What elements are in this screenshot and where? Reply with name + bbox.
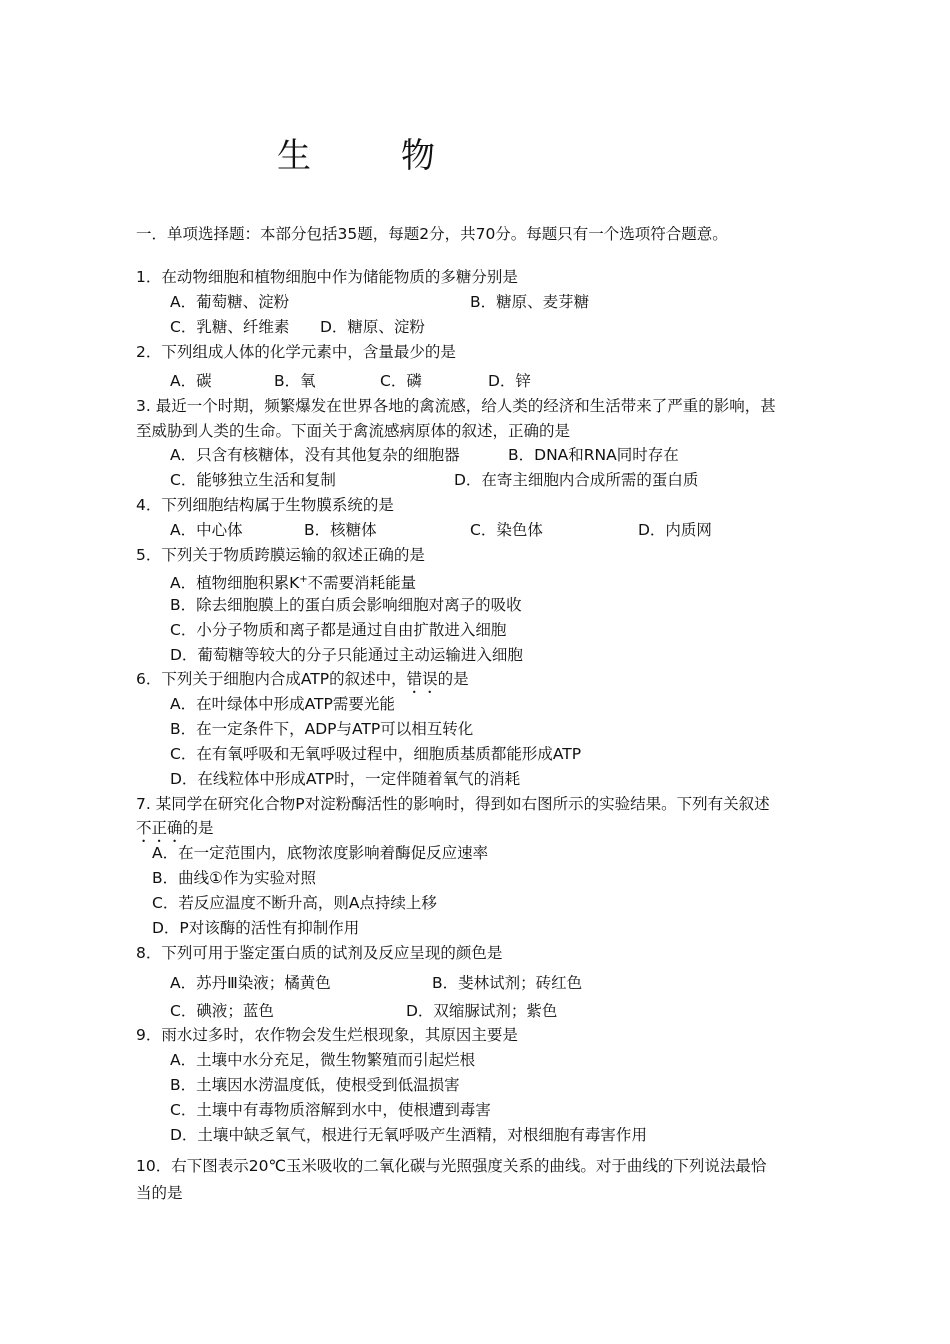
q8-option-a: A．苏丹Ⅲ染液；橘黄色 [170,974,331,992]
q7-stem-line2: 不正确的是 [136,819,214,837]
q5-stem: 5．下列关于物质跨膜运输的叙述正确的是 [136,546,425,564]
q3-stem-line2: 至威胁到人类的生命。下面关于禽流感病原体的叙述，正确的是 [136,422,571,440]
q8-stem: 8．下列可用于鉴定蛋白质的试剂及反应呈现的颜色是 [136,944,503,962]
q1-option-c: C．乳糖、纤维素 [170,318,290,336]
q4-option-a: A．中心体 [170,521,243,539]
q9-option-c: C．土壤中有毒物质溶解到水中，使根遭到毒害 [170,1101,491,1119]
q7-option-d: D．P对该酶的活性有抑制作用 [152,919,360,937]
q1-stem: 1．在动物细胞和植物细胞中作为储能物质的多糖分别是 [136,268,518,286]
q6-stem: 6．下列关于细胞内合成ATP的叙述中，错误的是 [136,670,469,688]
q5-option-b: B．除去细胞膜上的蛋白质会影响细胞对离子的吸收 [170,596,522,614]
q2-option-a: A．碳 [170,372,212,390]
q1-option-a: A．葡萄糖、淀粉 [170,293,290,311]
q2-option-d: D．锌 [488,372,531,390]
q3-option-b: B．DNA和RNA同时存在 [508,446,679,464]
q4-option-d: D．内质网 [638,521,712,539]
q9-option-b: B．土壤因水涝温度低，使根受到低温损害 [170,1076,460,1094]
page-title: 生 物 [277,136,463,176]
q3-option-a: A．只含有核糖体，没有其他复杂的细胞器 [170,446,460,464]
q6-option-b: B．在一定条件下，ADP与ATP可以相互转化 [170,720,474,738]
q3-option-d: D．在寄主细胞内合成所需的蛋白质 [454,471,699,489]
q7-option-b: B．曲线①作为实验对照 [152,869,317,887]
q1-option-d: D．糖原、淀粉 [320,318,425,336]
q7-stem-line1: 7. 某同学在研究化合物P对淀粉酶活性的影响时，得到如右图所示的实验结果。下列有关叙述 [136,795,770,813]
q7-option-c: C．若反应温度不断升高，则A点持续上移 [152,894,437,912]
section-heading: 一．单项选择题：本部分包括35题，每题2分，共70分。每题只有一个选项符合题意。 [136,225,728,243]
q1-option-b: B．糖原、麦芽糖 [470,293,590,311]
q9-option-a: A．土壤中水分充足，微生物繁殖而引起烂根 [170,1051,476,1069]
q6-option-a: A．在叶绿体中形成ATP需要光能 [170,695,395,713]
q4-option-c: C．染色体 [470,521,543,539]
q8-option-c: C．碘液；蓝色 [170,1002,274,1020]
q5-option-c: C．小分子物质和离子都是通过自由扩散进入细胞 [170,621,507,639]
q9-option-d: D．土壤中缺乏氧气，根进行无氧呼吸产生酒精，对根细胞有毒害作用 [170,1126,647,1144]
q8-option-b: B．斐林试剂；砖红色 [432,974,583,992]
q9-stem: 9．雨水过多时，农作物会发生烂根现象，其原因主要是 [136,1026,518,1044]
q2-stem: 2．下列组成人体的化学元素中，含量最少的是 [136,343,456,361]
q10-stem-line2: 当的是 [136,1184,183,1202]
q6-option-c: C．在有氧呼吸和无氧呼吸过程中，细胞质基质都能形成ATP [170,745,582,763]
q7-option-a: A．在一定范围内，底物浓度影响着酶促反应速率 [152,844,489,862]
q2-option-b: B．氧 [274,372,316,390]
q3-option-c: C．能够独立生活和复制 [170,471,336,489]
q4-stem: 4．下列细胞结构属于生物膜系统的是 [136,496,394,514]
q5-option-d: D．葡萄糖等较大的分子只能通过主动运输进入细胞 [170,646,523,664]
q4-option-b: B．核糖体 [304,521,377,539]
q5-option-a: A．植物细胞积累K+不需要消耗能量 [170,574,417,592]
q3-stem-line1: 3. 最近一个时期，频繁爆发在世界各地的禽流感，给人类的经济和生活带来了严重的影响，甚 [136,397,776,415]
q6-option-d: D．在线粒体中形成ATP时，一定伴随着氧气的消耗 [170,770,521,788]
q8-option-d: D．双缩脲试剂；紫色 [406,1002,558,1020]
q2-option-c: C．磷 [380,372,422,390]
q10-stem-line1: 10．右下图表示20℃玉米吸收的二氧化碳与光照强度关系的曲线。对于曲线的下列说法最恰 [136,1157,767,1175]
